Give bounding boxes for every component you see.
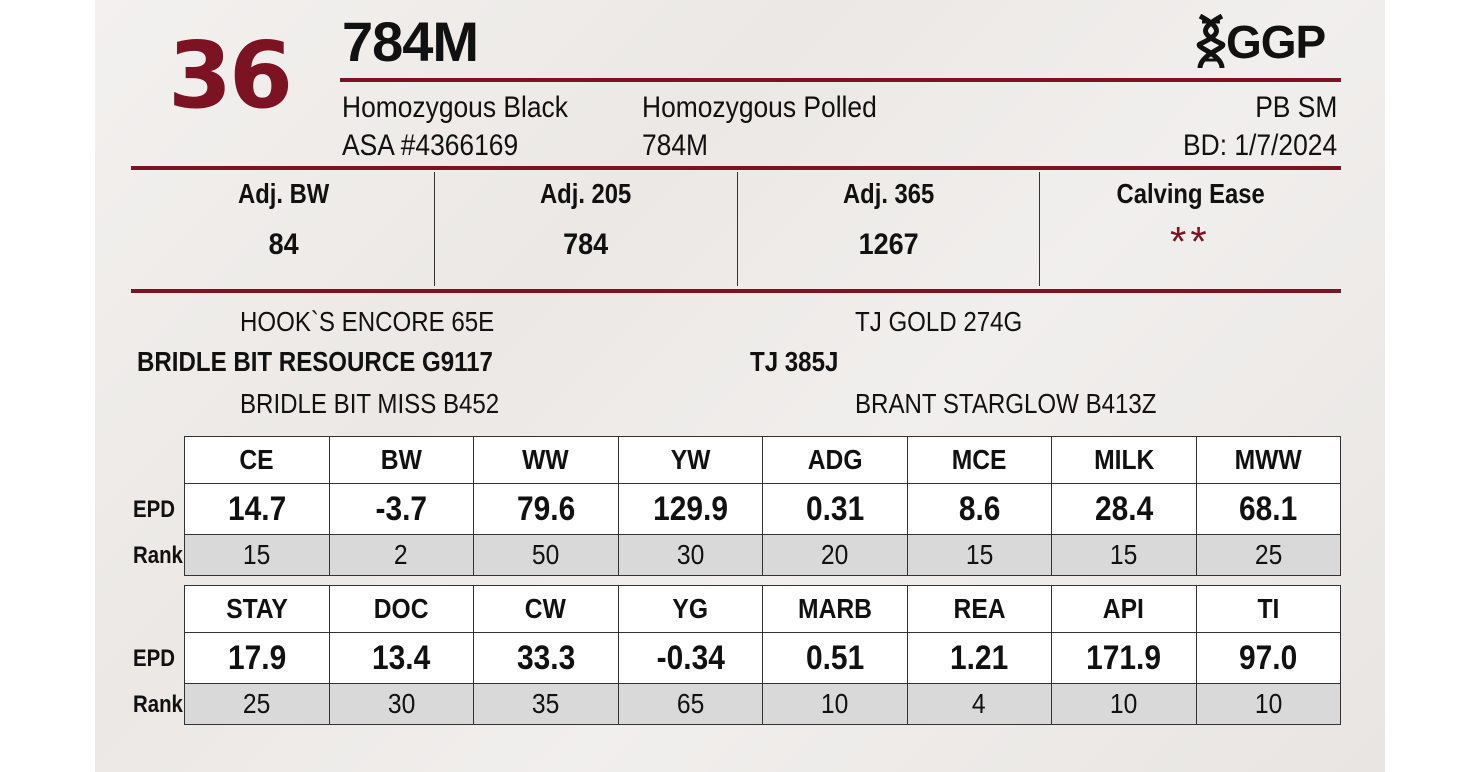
trait-cw: CW	[474, 586, 619, 633]
weights-row	[133, 172, 1341, 286]
trait-yg: YG	[618, 586, 763, 633]
pedigree-dam: TJ 385J	[750, 346, 839, 377]
stat-adj-bw	[133, 172, 434, 286]
stat-value: 784	[563, 228, 609, 261]
rank-value: 65	[618, 684, 763, 725]
table-row	[185, 535, 1341, 576]
rank-value: 2	[329, 535, 474, 576]
trait-api: API	[1052, 586, 1197, 633]
stat-value: 84	[268, 228, 299, 261]
pedigree-sire-sire: HOOK`S ENCORE 65E	[240, 306, 495, 337]
rank-value: 10	[763, 684, 908, 725]
epd-value: 0.51	[763, 633, 908, 684]
pedigree-sire-dam: BRIDLE BIT MISS B452	[240, 388, 500, 419]
epd-value: 33.3	[474, 633, 619, 684]
table-row	[185, 586, 1341, 633]
epd-value: 79.6	[474, 484, 619, 535]
stat-label: Adj. BW	[238, 178, 330, 209]
calving-ease-stars: **	[1170, 218, 1211, 265]
tattoo: 784M	[642, 129, 709, 162]
epd-value: 0.31	[763, 484, 908, 535]
pedigree-sire: BRIDLE BIT RESOURCE G9117	[137, 346, 493, 377]
rank-value: 4	[907, 684, 1052, 725]
epd-value: 171.9	[1052, 633, 1197, 684]
epd-value: -0.34	[618, 633, 763, 684]
epd-value: -3.7	[329, 484, 474, 535]
stat-label: Adj. 205	[540, 178, 632, 209]
birth-date: BD: 1/7/2024	[1182, 129, 1337, 162]
trait-marb: MARB	[763, 586, 908, 633]
rank-value: 25	[1196, 535, 1341, 576]
registration-number: ASA #4366169	[342, 129, 519, 162]
stat-adj-205	[434, 172, 736, 286]
stats-rule	[131, 289, 1341, 293]
header-rule-bottom	[131, 166, 1341, 170]
rank-value: 15	[1052, 535, 1197, 576]
table-row	[185, 484, 1341, 535]
polled-status: Homozygous Polled	[642, 91, 877, 124]
rank-value: 30	[329, 684, 474, 725]
stat-label: Calving Ease	[1116, 178, 1265, 209]
trait-doc: DOC	[329, 586, 474, 633]
epd-value: 8.6	[907, 484, 1052, 535]
rank-row-label: Rank	[133, 542, 183, 569]
epd-table-1	[184, 436, 1341, 576]
trait-milk: MILK	[1052, 437, 1197, 484]
epd-value: 97.0	[1196, 633, 1341, 684]
animal-tag: 784M	[342, 10, 479, 73]
rank-value: 35	[474, 684, 619, 725]
rank-row-label: Rank	[133, 691, 183, 718]
table-row	[185, 684, 1341, 725]
ggp-logo	[1196, 12, 1325, 72]
stat-calving-ease	[1039, 172, 1341, 286]
epd-value: 68.1	[1196, 484, 1341, 535]
rank-value: 10	[1052, 684, 1197, 725]
trait-mce: MCE	[907, 437, 1052, 484]
stat-label: Adj. 365	[842, 178, 934, 209]
trait-mww: MWW	[1196, 437, 1341, 484]
breed: PB SM	[1254, 91, 1337, 124]
trait-yw: YW	[618, 437, 763, 484]
logo-text: GGP	[1226, 16, 1326, 68]
stat-adj-365	[737, 172, 1039, 286]
pedigree-dam-dam: BRANT STARGLOW B413Z	[855, 388, 1157, 419]
trait-ti: TI	[1196, 586, 1341, 633]
lot-number: 36	[168, 22, 291, 129]
table-row	[185, 633, 1341, 684]
trait-stay: STAY	[185, 586, 330, 633]
epd-row-label: EPD	[133, 496, 175, 523]
rank-value: 15	[907, 535, 1052, 576]
color-status: Homozygous Black	[342, 91, 568, 124]
rank-value: 30	[618, 535, 763, 576]
dna-helix-icon	[1196, 14, 1226, 70]
trait-ww: WW	[474, 437, 619, 484]
epd-value: 1.21	[907, 633, 1052, 684]
epd-row-label: EPD	[133, 645, 175, 672]
epd-value: 14.7	[185, 484, 330, 535]
epd-value: 17.9	[185, 633, 330, 684]
rank-value: 25	[185, 684, 330, 725]
trait-adg: ADG	[763, 437, 908, 484]
rank-value: 15	[185, 535, 330, 576]
epd-value: 13.4	[329, 633, 474, 684]
rank-value: 50	[474, 535, 619, 576]
table-row	[185, 437, 1341, 484]
epd-table-2	[184, 585, 1341, 725]
header-rule-top	[340, 78, 1341, 82]
stat-value: 1267	[858, 228, 919, 261]
rank-value: 10	[1196, 684, 1341, 725]
rank-value: 20	[763, 535, 908, 576]
trait-bw: BW	[329, 437, 474, 484]
trait-rea: REA	[907, 586, 1052, 633]
pedigree-dam-sire: TJ GOLD 274G	[855, 306, 1023, 337]
epd-value: 28.4	[1052, 484, 1197, 535]
epd-value: 129.9	[618, 484, 763, 535]
trait-ce: CE	[185, 437, 330, 484]
